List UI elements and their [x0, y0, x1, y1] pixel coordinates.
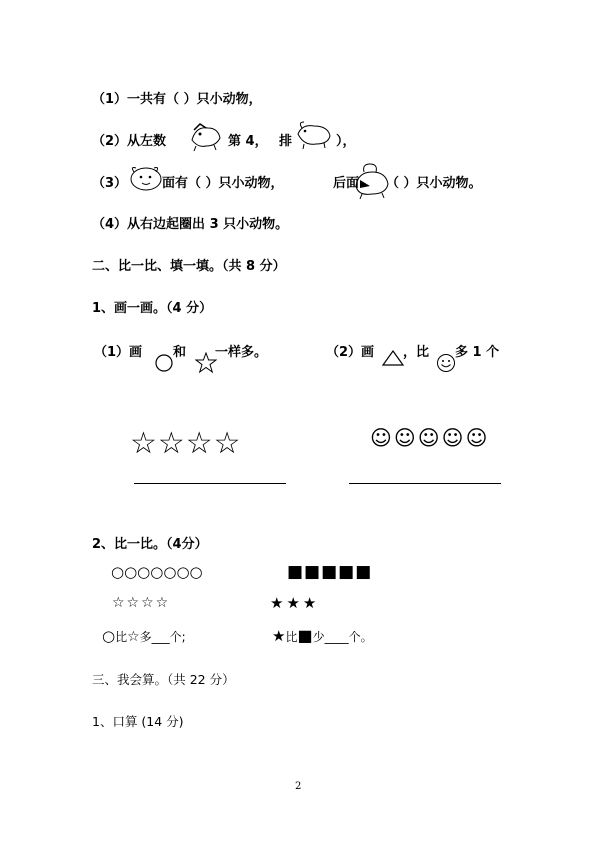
animal-sketch-icon [126, 164, 164, 194]
triangle-icon [381, 349, 405, 367]
compare1-than: 比 [115, 630, 128, 644]
section2-title: 二、比一比、填一填。（共 8 分） [92, 259, 286, 274]
q1-line3-c: 后面 [333, 176, 360, 191]
star-outline-icon [195, 352, 217, 374]
draw2-compare: ，比 [403, 345, 430, 360]
star-solid-icon: ★ [272, 627, 286, 645]
q1-line2-b: 第 4， [228, 134, 268, 149]
answer-line-1 [134, 483, 286, 484]
draw2-prefix: （2）画 [326, 345, 375, 360]
q1-line3-b: 面有（ ）只小动物， [162, 176, 284, 191]
page-number: 2 [295, 781, 302, 792]
section3-title: 三、我会算。（共 22 分） [92, 672, 235, 687]
q1-line2-a: （2）从左数 [92, 134, 167, 149]
q1-line1: （1）一共有（ ）只小动物， [92, 92, 262, 107]
squares-row: ■■■■■ [287, 562, 373, 582]
section3-sub1: 1、口算 (14 分) [92, 714, 184, 729]
circle-icon [154, 353, 174, 373]
draw2-suffix: 多 1 个 [455, 345, 500, 360]
draw1-suffix: 一样多。 [215, 345, 268, 360]
compare2-less: 少____个。 [312, 630, 373, 644]
compare-line-2 [272, 626, 373, 645]
q1-line2-c: 排 [279, 134, 293, 149]
compare-line-1 [102, 627, 186, 645]
q1-line2-d: ）， [336, 134, 356, 149]
circles-row: ○○○○○○○ [111, 563, 203, 581]
square-solid-icon: ■ [297, 626, 313, 645]
smiley-icon [436, 353, 456, 373]
q1-line3-a: （3） [92, 176, 128, 191]
draw1-and: 和 [173, 345, 187, 360]
answer-line-2 [349, 483, 501, 484]
stars-row: ☆☆☆☆ [130, 426, 242, 461]
animal-sketch-icon [186, 118, 226, 152]
q1-line3-d: （ ）只小动物。 [386, 176, 482, 191]
section2-sub1: 1、画一画。（4 分） [92, 301, 213, 316]
animal-sketch-icon [294, 118, 334, 150]
star-outline-icon: ☆ [127, 629, 140, 645]
draw1-prefix: （1）画 [94, 345, 143, 360]
hollow-stars-row: ☆☆☆☆ [112, 595, 171, 611]
section2-sub2: 2、比一比。（4分） [92, 537, 208, 552]
circle-icon: ○ [102, 627, 116, 645]
compare2-than: 比 [285, 630, 298, 644]
smiles-row: ☺☺☺☺☺ [370, 426, 490, 450]
compare1-more: 多___个; [139, 630, 186, 644]
q1-line4: （4）从右边起圈出 3 只小动物。 [92, 217, 289, 232]
solid-stars-row: ★★★ [270, 594, 320, 612]
